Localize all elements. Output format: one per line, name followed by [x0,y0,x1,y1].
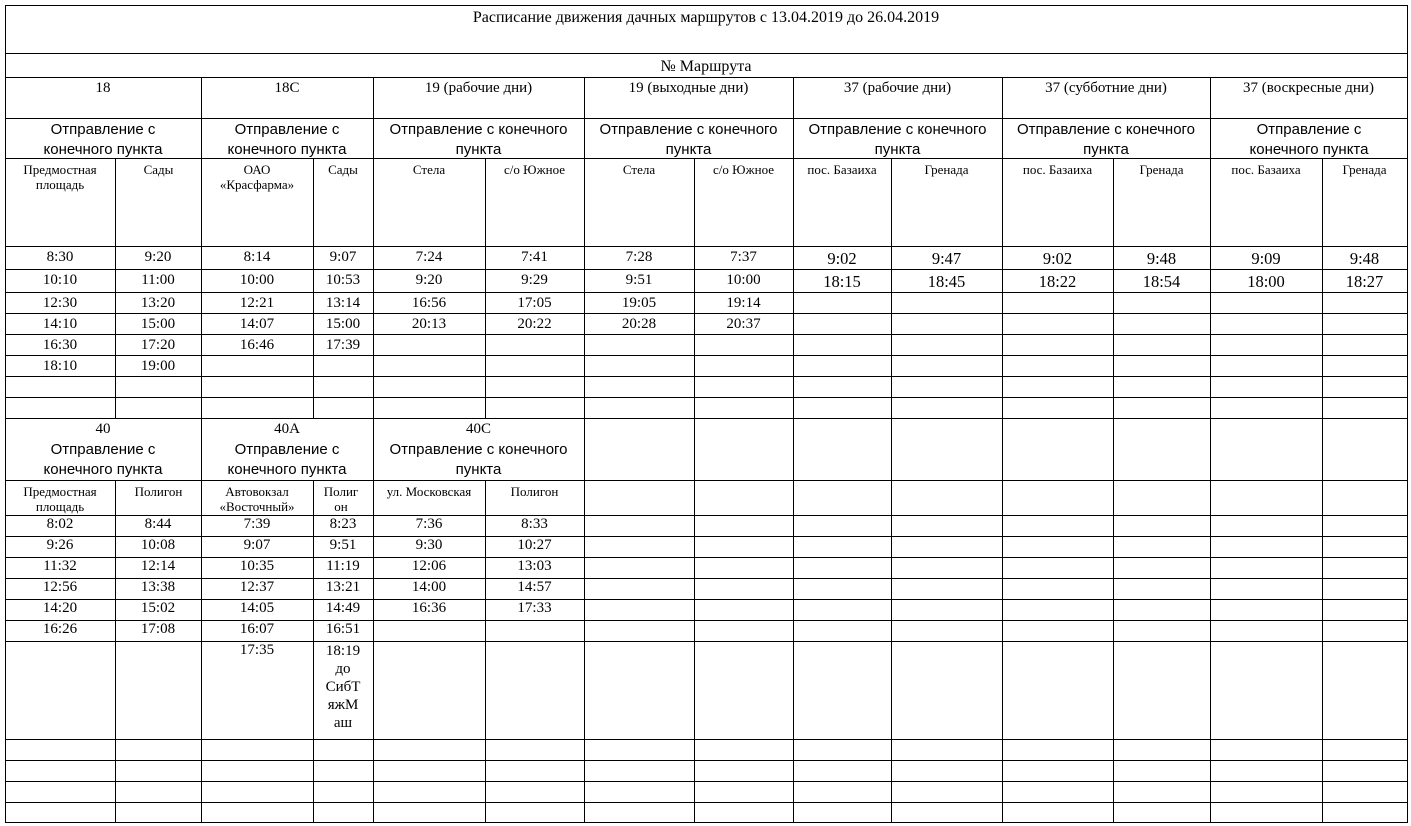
grid-line-h [5,269,1408,270]
time-cell: 7:37 [730,249,757,265]
time-cell: 17:35 [239,642,275,658]
time-cell: 8:02 [46,516,74,532]
time-cell: 17:39 [325,337,361,353]
time-cell: 10:10 [42,272,78,288]
time-cell: 14:20 [42,600,78,616]
time-cell: 9:09 [1251,249,1281,268]
grid-line-v [584,77,585,823]
time-cell: 12:37 [239,579,275,595]
time-cell: 16:26 [42,621,78,637]
time-cell: 19:14 [726,295,761,311]
time-cell: 9:20 [415,272,443,288]
time-cell: 9:48 [1146,249,1177,268]
stop-37s-a: пос. Базаиха [1022,162,1093,177]
time-cell: 9:51 [329,537,357,553]
time-cell: 15:00 [140,316,176,332]
route-name-18c: 18С [274,80,300,96]
stop-40-a: Предмостная площадь [23,484,97,514]
grid-line-v [5,5,6,823]
time-cell: 17:08 [140,621,176,637]
time-cell: 8:44 [144,516,172,532]
departure-label-40: Отправление с конечного пункта [43,441,163,478]
time-cell: 20:13 [411,316,447,332]
time-cell: 14:00 [411,579,447,595]
time-cell: 16:07 [239,621,275,637]
grid-line-h [5,802,1408,803]
grid-line-h [5,480,1408,481]
time-cell: 7:39 [243,516,271,532]
departure-label-19-workdays: Отправление с конечного пункта [389,121,568,158]
stop-37s-b: Гренада [1139,162,1184,177]
time-cell: 8:30 [46,249,74,265]
route-name-37-workdays: 37 (рабочие дни) [843,80,952,96]
route-name-40: 40 [95,421,111,437]
time-cell: 10:00 [726,272,761,288]
time-cell: 16:46 [239,337,275,353]
grid-line-v [891,418,892,823]
time-cell: 7:28 [625,249,653,265]
time-cell: 9:29 [521,272,548,288]
departure-label-37-sundays: Отправление с конечного пункта [1249,121,1369,158]
route-name-37-saturdays: 37 (субботние дни) [1045,80,1167,96]
time-cell: 15:00 [325,316,361,332]
stop-18-a: Предмостная площадь [23,162,97,192]
stop-37w-a: пос. Базаиха [807,162,877,177]
time-cell: 9:07 [243,537,271,553]
departure-label-40a: Отправление с конечного пункта [227,441,347,478]
time-cell: 16:51 [325,621,361,637]
grid-line-v [1002,77,1003,823]
time-cell: 19:00 [140,358,176,374]
time-cell: 8:33 [521,516,548,532]
time-cell: 7:24 [415,249,443,265]
grid-line-h [5,292,1408,293]
route-name-19-weekends: 19 (выходные дни) [628,80,749,96]
time-cell: 14:07 [239,316,275,332]
stop-40c-b: Полигон [510,484,559,499]
route-name-19-workdays: 19 (рабочие дни) [424,80,533,96]
time-cell: 13:03 [517,558,552,574]
stop-19w-b: с/о Южное [503,162,566,177]
time-cell: 18:27 [1345,272,1384,291]
time-cell: 10:53 [325,272,361,288]
page-title: Расписание движения дачных маршрутов с 13.04.2019 до 26.04.2019 [472,9,940,26]
stop-37v-a: пос. Базаиха [1231,162,1301,177]
departure-label-19-weekends: Отправление с конечного пункта [599,121,778,158]
grid-line-h [5,118,1408,119]
time-cell: 9:47 [931,249,962,268]
time-cell: 12:21 [239,295,275,311]
grid-line-h [5,313,1408,314]
time-cell: 9:02 [1042,249,1073,268]
time-cell: 13:14 [325,295,361,311]
grid-line-h [5,739,1408,740]
time-cell: 9:20 [144,249,172,265]
grid-line-h [5,334,1408,335]
time-cell: 11:00 [141,272,175,288]
grid-line-h [5,376,1408,377]
time-cell: 15:02 [140,600,176,616]
stop-37v-b: Гренада [1342,162,1387,177]
time-cell: 7:41 [521,249,548,265]
grid-line-h [5,781,1408,782]
time-cell: 8:14 [243,249,271,265]
grid-line-v [1210,77,1211,823]
time-cell: 14:10 [42,316,78,332]
time-cell: 9:07 [329,249,357,265]
time-cell: 20:37 [726,316,761,332]
grid-line-v [201,77,202,823]
departure-label-37-workdays: Отправление с конечного пункта [808,121,987,158]
time-cell: 10:08 [140,537,176,553]
stop-40c-a: ул. Московская [386,484,472,499]
time-cell: 12:30 [42,295,78,311]
grid-line-h [5,822,1408,823]
time-cell: 14:49 [325,600,361,616]
time-cell: 9:02 [827,249,857,268]
time-cell: 17:20 [140,337,176,353]
time-cell: 18:45 [927,272,966,291]
time-cell: 16:30 [42,337,78,353]
route-name-40a: 40А [274,421,300,437]
grid-line-h [5,5,1408,6]
grid-line-v [373,77,374,823]
departure-label-18: Отправление с конечного пункта [43,121,163,158]
stop-18-b: Сады [143,162,174,177]
time-cell: 18:15 [823,272,861,291]
time-cell: 10:35 [239,558,275,574]
grid-line-v [1407,5,1408,823]
time-cell: 16:36 [411,600,447,616]
grid-line-v [694,418,695,823]
time-cell: 10:27 [517,537,552,553]
grid-line-h [5,418,1408,419]
time-cell-note: 18:19 до СибТ яжМ аш [325,643,361,731]
time-cell: 17:33 [517,600,552,616]
grid-line-h [5,355,1408,356]
time-cell: 8:23 [329,516,357,532]
grid-line-h [5,77,1408,78]
stop-19e-b: с/о Южное [712,162,775,177]
time-cell: 16:56 [411,295,447,311]
time-cell: 17:05 [517,295,552,311]
time-cell: 18:22 [1038,272,1077,291]
time-cell: 14:05 [239,600,275,616]
grid-line-v [1113,418,1114,823]
stop-37w-b: Гренада [924,162,969,177]
time-cell: 18:54 [1142,272,1181,291]
time-cell: 11:19 [326,558,360,574]
time-cell: 19:05 [621,295,657,311]
time-cell: 12:14 [140,558,176,574]
stop-40a-a: Автовокзал «Восточный» [219,484,295,514]
time-cell: 7:36 [415,516,443,532]
departure-label-40c: Отправление с конечного пункта [389,441,568,478]
time-cell: 9:30 [415,537,443,553]
time-cell: 9:26 [46,537,74,553]
stop-18c-b: Сады [328,162,358,177]
route-number-header: № Маршрута [660,58,752,75]
time-cell: 13:21 [325,579,361,595]
stop-40a-b: Полиг он [323,484,359,514]
stop-18c-a: ОАО «Красфарма» [219,162,295,192]
time-cell: 20:22 [517,316,552,332]
grid-line-h [5,760,1408,761]
time-cell: 18:10 [42,358,78,374]
stop-40-b: Полигон [134,484,183,499]
route-name-18: 18 [95,80,111,96]
time-cell: 11:32 [43,558,77,574]
time-cell: 13:20 [140,295,176,311]
grid-line-h [5,53,1408,54]
grid-line-h [5,397,1408,398]
time-cell: 9:48 [1349,249,1380,268]
time-cell: 12:06 [411,558,447,574]
time-cell: 12:56 [42,579,78,595]
stop-19w-a: Стела [412,162,446,177]
time-cell: 18:00 [1247,272,1285,291]
departure-label-18c: Отправление с конечного пункта [227,121,347,158]
route-name-40c: 40С [465,421,491,437]
stop-19e-a: Стела [622,162,656,177]
time-cell: 14:57 [517,579,552,595]
time-cell: 10:00 [239,272,275,288]
departure-label-37-saturdays: Отправление с конечного пункта [1016,121,1196,158]
grid-line-v [1322,418,1323,823]
time-cell: 9:51 [625,272,653,288]
grid-line-h [5,246,1408,247]
grid-line-v [793,77,794,823]
route-name-37-sundays: 37 (воскресные дни) [1243,80,1374,96]
time-cell: 20:28 [621,316,657,332]
time-cell: 13:38 [140,579,176,595]
